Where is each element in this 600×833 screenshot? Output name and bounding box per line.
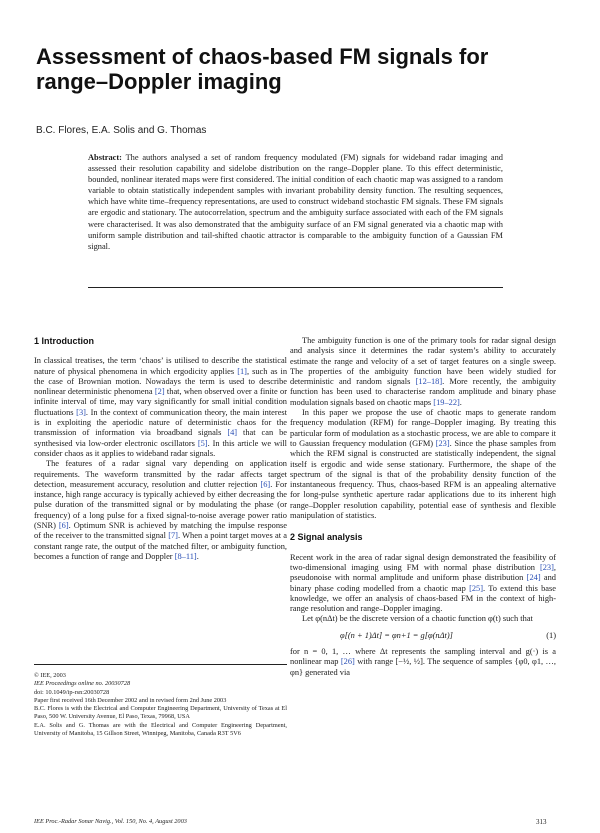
doi-line: doi: 10.1049/ip-rsn:20030728 [34,688,110,696]
citation-link[interactable]: [19–22] [433,397,460,407]
footnote-rule [34,664,287,665]
signal-paragraph-1: Recent work in the area of radar signal design demonstrated the feasibility of two-dimensional imaging using FM with normal phase distribution [23], pseudonoise with normal amplitude and uniform phase distribution [24] and binary phase coding modelled from a chaotic map [25]. To extend this base knowledge, we offer an analysis of chaos-based FM in the context of high-range resolution and range–Doppler imaging. [290,552,556,614]
right-column [290,336,556,678]
citation-link[interactable]: [26] [340,657,355,667]
abstract-text: The authors analysed a set of random frequency modulated (FM) signals for wideband radar imaging and assessed their resolution capability and sidelobe distribution on the range–Doppler plane. To this effect deterministic, bounded, nonlinear iterated maps were first considered. The initial condition of each chaotic map was assigned to a random variable to obtain statistically independent samples with invariant probability density function. The resulting sequences, which have white time–frequency representations, are used to construct wideband stochastic FM signals. These FM signals are ergodic and stationary. The autocorrelation, spectrum and the ambiguity surface associated with each of the FM signals were characterised. It was also demonstrated that the ambiguity surface of an FM signal generated via a chaotic map with uniform sample distribution and tail-shifted chaotic attractor is comparable to the ambiguity function of a Gaussian FM signal. [88,153,503,251]
citation-link[interactable]: [4] [227,428,238,438]
footnotes [34,672,287,738]
equation-1 [290,631,556,641]
signal-paragraph-2: Let φ(nΔt) be the discrete version of a chaotic function φ(t) such that [302,614,533,624]
intro-paragraph-1: In classical treatises, the term ‘chaos’ is utilised to describe the statistical nature of physical phenomena in which ergodicity applies [1], such as in the case of Brownian motion. Nowadays the term is used to describe nonlinear deterministic phenomena [2] that, when observed over a finite or infinite interval of time, may vary significantly for small initial condition fluctuations [3]. In the context of communication theory, the main interest is in exploiting the aperiodic nature of deterministic chaos for the transmission of information via broadband signals [4] that can be synthesised via low-order electronic oscillators [5]. In this article we will consider chaos as it applies to wideband radar signals. [34,356,288,458]
citation-link[interactable]: [7] [168,531,178,541]
citation-link[interactable]: [23] [435,438,450,448]
page-number: 313 [536,818,547,826]
abstract-label: Abstract: [88,153,122,162]
citation-link[interactable]: [5] [197,438,208,448]
citation-link[interactable]: [8–11] [174,551,197,561]
received-line: Paper first received 16th December 2002 and in revised form 2nd June 2003 [34,696,227,704]
left-column [34,336,287,562]
citation-link[interactable]: [3] [76,407,86,417]
citation-link[interactable]: [2] [154,387,165,397]
citation-link[interactable]: [6] [58,521,69,531]
citation-link[interactable]: [24] [526,573,541,583]
authors: B.C. Flores, E.A. Solis and G. Thomas [36,125,207,136]
right-paragraph-2: In this paper we propose the use of chaotic maps to generate random frequency modulation (RFM) for range–Doppler imaging. By treating this particular form of modulation as a stochastic process, we are able to compare it to Gaussian frequency modulation (GFM) [23]. Since the phase samples from which the RFM signal is constructed are statistically independent, the signal itself is ergodic and wide sense stationary. Furthermore, the shape of the spectrum of the signal is that of the probability density function of the instantaneous frequency. Thus, chaos-based RFM is an appealing alternative for long-pulse synthetic aperture radar applications due to its inherent high range–Doppler resolution capability, potential ease of synthesis and flexible manipulation of statistics. [290,408,557,521]
copyright-line: © IEE, 2003 [34,672,66,679]
section-heading-introduction: 1 Introduction [34,336,94,346]
abstract [88,152,503,252]
signal-paragraph-3: for n = 0, 1, … where Δt represents the sampling interval and g(·) is a nonlinear map [26] with range [−½, ½]. The sequence of samples {φ0, φ1, …, φn} generated via [290,647,557,677]
section-heading-signal-analysis: 2 Signal analysis [290,532,363,543]
citation-link[interactable]: [23] [539,562,554,572]
citation-link[interactable]: [12–18] [415,377,443,387]
paper-title: Assessment of chaos-based FM signals for range–Doppler imaging [36,44,489,94]
intro-paragraph-2: The features of a radar signal vary depending on application requirements. The waveform transmitted by the radar affects target detection, measurement accuracy, resolution and clutter rejection [6]. For instance, high range accuracy is typically achieved by either decreasing the pulse duration of the transmitted signal or by modulating the phase (or frequency) of a long pulse for a fixed signal-to-noise average power ratio (SNR) [6]. Optimum SNR is achieved by matching the impulse response of the receiver to the transmitted signal [7]. When a point target moves at a constant range rate, the output of the matched filter, or ambiguity function, becomes a function of range and Doppler [8–11]. [34,459,288,561]
right-paragraph-1: The ambiguity function is one of the primary tools for radar signal design and analysis since it determines the radar system’s ability to accurately estimate the range and velocity of a set of target features on a single sweep. The properties of the ambiguity function have been widely studied for deterministic and random signals [12–18]. More recently, the ambiguity function has been used to characterise random amplitude and binary phase modulation signals based on chaotic maps [19–22]. [290,336,556,407]
abstract-rule [88,287,503,288]
journal-footer: IEE Proc.-Radar Sonar Navig., Vol. 150, No. 4, August 2003 [34,818,187,825]
citation-link[interactable]: [25] [469,583,484,593]
citation-link[interactable]: [6] [260,479,271,489]
affiliation-flores: B.C. Flores is with the Electrical and Computer Engineering Department, University of Texas at El Paso, 500 W. University Avenue, El Paso, Texas, 79968, USA [34,705,287,721]
citation-link[interactable]: [1] [237,366,247,376]
proceedings-line: IEE Proceedings online no. 20030728 [34,680,131,688]
equation-number: (1) [546,630,556,640]
affiliation-solis-thomas: E.A. Solis and G. Thomas are with the Electrical and Computer Engineering Department, University of Manitoba, 15 Gillson Street, Winnipeg, Manitoba, Canada R3T 5V6 [34,721,287,738]
equation-expression: φ[(n + 1)Δt] = φn+1 = g[φ(nΔt)] [340,630,453,640]
